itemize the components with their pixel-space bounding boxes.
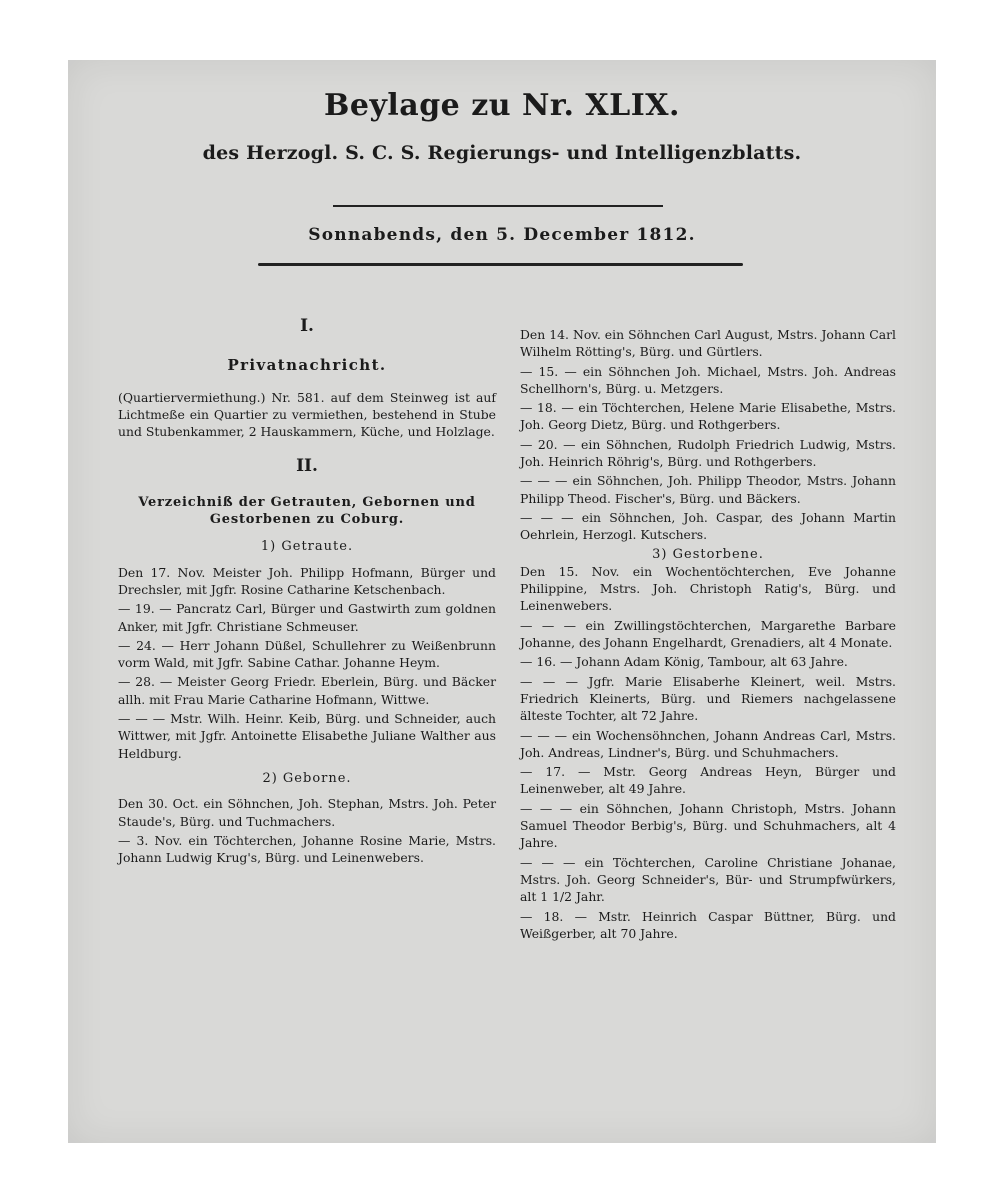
list-item: Den 30. Oct. ein Söhnchen, Joh. Stephan, Mstrs. Joh. Peter Staude's, Bürg. und Tuchmachers. — [118, 796, 496, 829]
subheading-gestorbene: 3) Gestorbene. — [652, 546, 764, 562]
list-item: Den 17. Nov. Meister Joh. Philipp Hofmann, Bürger und Drechsler, mit Jgfr. Rosine Catharine Ketschenbach. — [118, 564, 496, 597]
header-rule-short — [333, 205, 663, 207]
right-column — [520, 326, 896, 944]
list-item: — — — ein Söhnchen, Joh. Philipp Theodor, Mstrs. Johann Philipp Theod. Fischer's, Bürg. und Bäckers. — [520, 473, 896, 506]
header-rule-long — [258, 263, 743, 266]
issue-date: Sonnabends, den 5. December 1812. — [308, 225, 696, 245]
list-item: — — — ein Söhnchen, Johann Christoph, Mstrs. Johann Samuel Theodor Berbig's, Bürg. und Schuhmachers, alt 4 Jahre. — [520, 800, 896, 851]
subheading-getraute: 1) Getraute. — [260, 539, 354, 555]
supplement-subtitle: des Herzogl. S. C. S. Regierungs- und Intelligenzblatts. — [202, 142, 802, 164]
list-item: — — — Jgfr. Marie Elisaberhe Kleinert, weil. Mstrs. Friedrich Kleinerts, Bürg. und Riemers nachgelassene älteste Tochter, alt 72 Jahre. — [520, 673, 896, 724]
list-item: — 18. — Mstr. Heinrich Caspar Büttner, Bürg. und Weißgerber, alt 70 Jahre. — [520, 908, 896, 941]
section-number-2: II. — [296, 456, 318, 477]
list-item: — 19. — Pancratz Carl, Bürger und Gastwirth zum goldnen Anker, mit Jgfr. Christiane Schmeuser. — [118, 601, 496, 634]
list-item: — 15. — ein Söhnchen Joh. Michael, Mstrs. Joh. Andreas Schellhorn's, Bürg. u. Metzgers. — [520, 363, 896, 396]
list-item: — 24. — Herr Johann Düßel, Schullehrer zu Weißenbrunn vorm Wald, mit Jgfr. Sabine Cathar. Johanne Heym. — [118, 637, 496, 671]
list-item: Den 15. Nov. ein Wochentöchterchen, Eve Johanne Philippine, Mstrs. Joh. Christoph Ratig's, Bürg. und Leinenwebers. — [520, 563, 896, 614]
list-item: — — — ein Wochensöhnchen, Johann Andreas Carl, Mstrs. Joh. Andreas, Lindner's, Bürg. und Schuhmachers. — [520, 727, 896, 760]
section-title-private-notice: Privatnachricht. — [227, 356, 387, 375]
register-title: Verzeichniß der Getrauten, Gebornen und Gestorbenen zu Coburg. — [138, 494, 476, 528]
rental-notice: (Quartiervermiethung.) Nr. 581. auf dem Steinweg ist auf Lichtmeße ein Quartier zu vermiethen, bestehend in Stube und Stubenkammer, 2 Hauskammern, Küche, und Holzlage. — [118, 389, 496, 440]
list-item: — 18. — ein Töchterchen, Helene Marie Elisabethe, Mstrs. Joh. Georg Dietz, Bürg. und Rothgerbers. — [520, 400, 896, 433]
subheading-geborne: 2) Geborne. — [262, 770, 352, 786]
list-item: Den 14. Nov. ein Söhnchen Carl August, Mstrs. Johann Carl Wilhelm Rötting's, Bürg. und Gürtlers. — [520, 327, 896, 360]
left-column — [118, 318, 496, 868]
list-item: — 28. — Meister Georg Friedr. Eberlein, Bürg. und Bäcker allh. mit Frau Marie Catharine Hofmann, Wittwe. — [118, 674, 496, 707]
list-item: — 17. — Mstr. Georg Andreas Heyn, Bürger und Leinenweber, alt 49 Jahre. — [520, 764, 896, 797]
list-item: — — — ein Töchterchen, Caroline Christiane Johanae, Mstrs. Joh. Georg Schneider's, Bür- und Strumpfwürkers, alt 1 1/2 Jahr. — [520, 854, 896, 905]
list-item: — 20. — ein Söhnchen, Rudolph Friedrich Ludwig, Mstrs. Joh. Heinrich Röhrig's, Bürg. und Rothgerbers. — [520, 436, 896, 470]
list-item: — 3. Nov. ein Töchterchen, Johanne Rosine Marie, Mstrs. Johann Ludwig Krug's, Bürg. und Leinenwebers. — [118, 832, 496, 866]
list-item: — — — ein Zwillingstöchterchen, Margarethe Barbare Johanne, des Johann Engelhardt, Grenadiers, alt 4 Monate. — [520, 617, 896, 651]
list-item: — — — ein Söhnchen, Joh. Caspar, des Johann Martin Oehrlein, Herzogl. Kutschers. — [520, 509, 896, 543]
section-number-1: I. — [300, 316, 314, 336]
list-item: — 16. — Johann Adam König, Tambour, alt 63 Jahre. — [520, 654, 848, 670]
newspaper-page — [68, 60, 936, 1143]
supplement-title: Beylage zu Nr. XLIX. — [324, 88, 680, 123]
list-item: — — — Mstr. Wilh. Heinr. Keib, Bürg. und Schneider, auch Wittwer, mit Jgfr. Antoinette Elisabethe Juliane Walther aus Heldburg. — [118, 711, 496, 761]
